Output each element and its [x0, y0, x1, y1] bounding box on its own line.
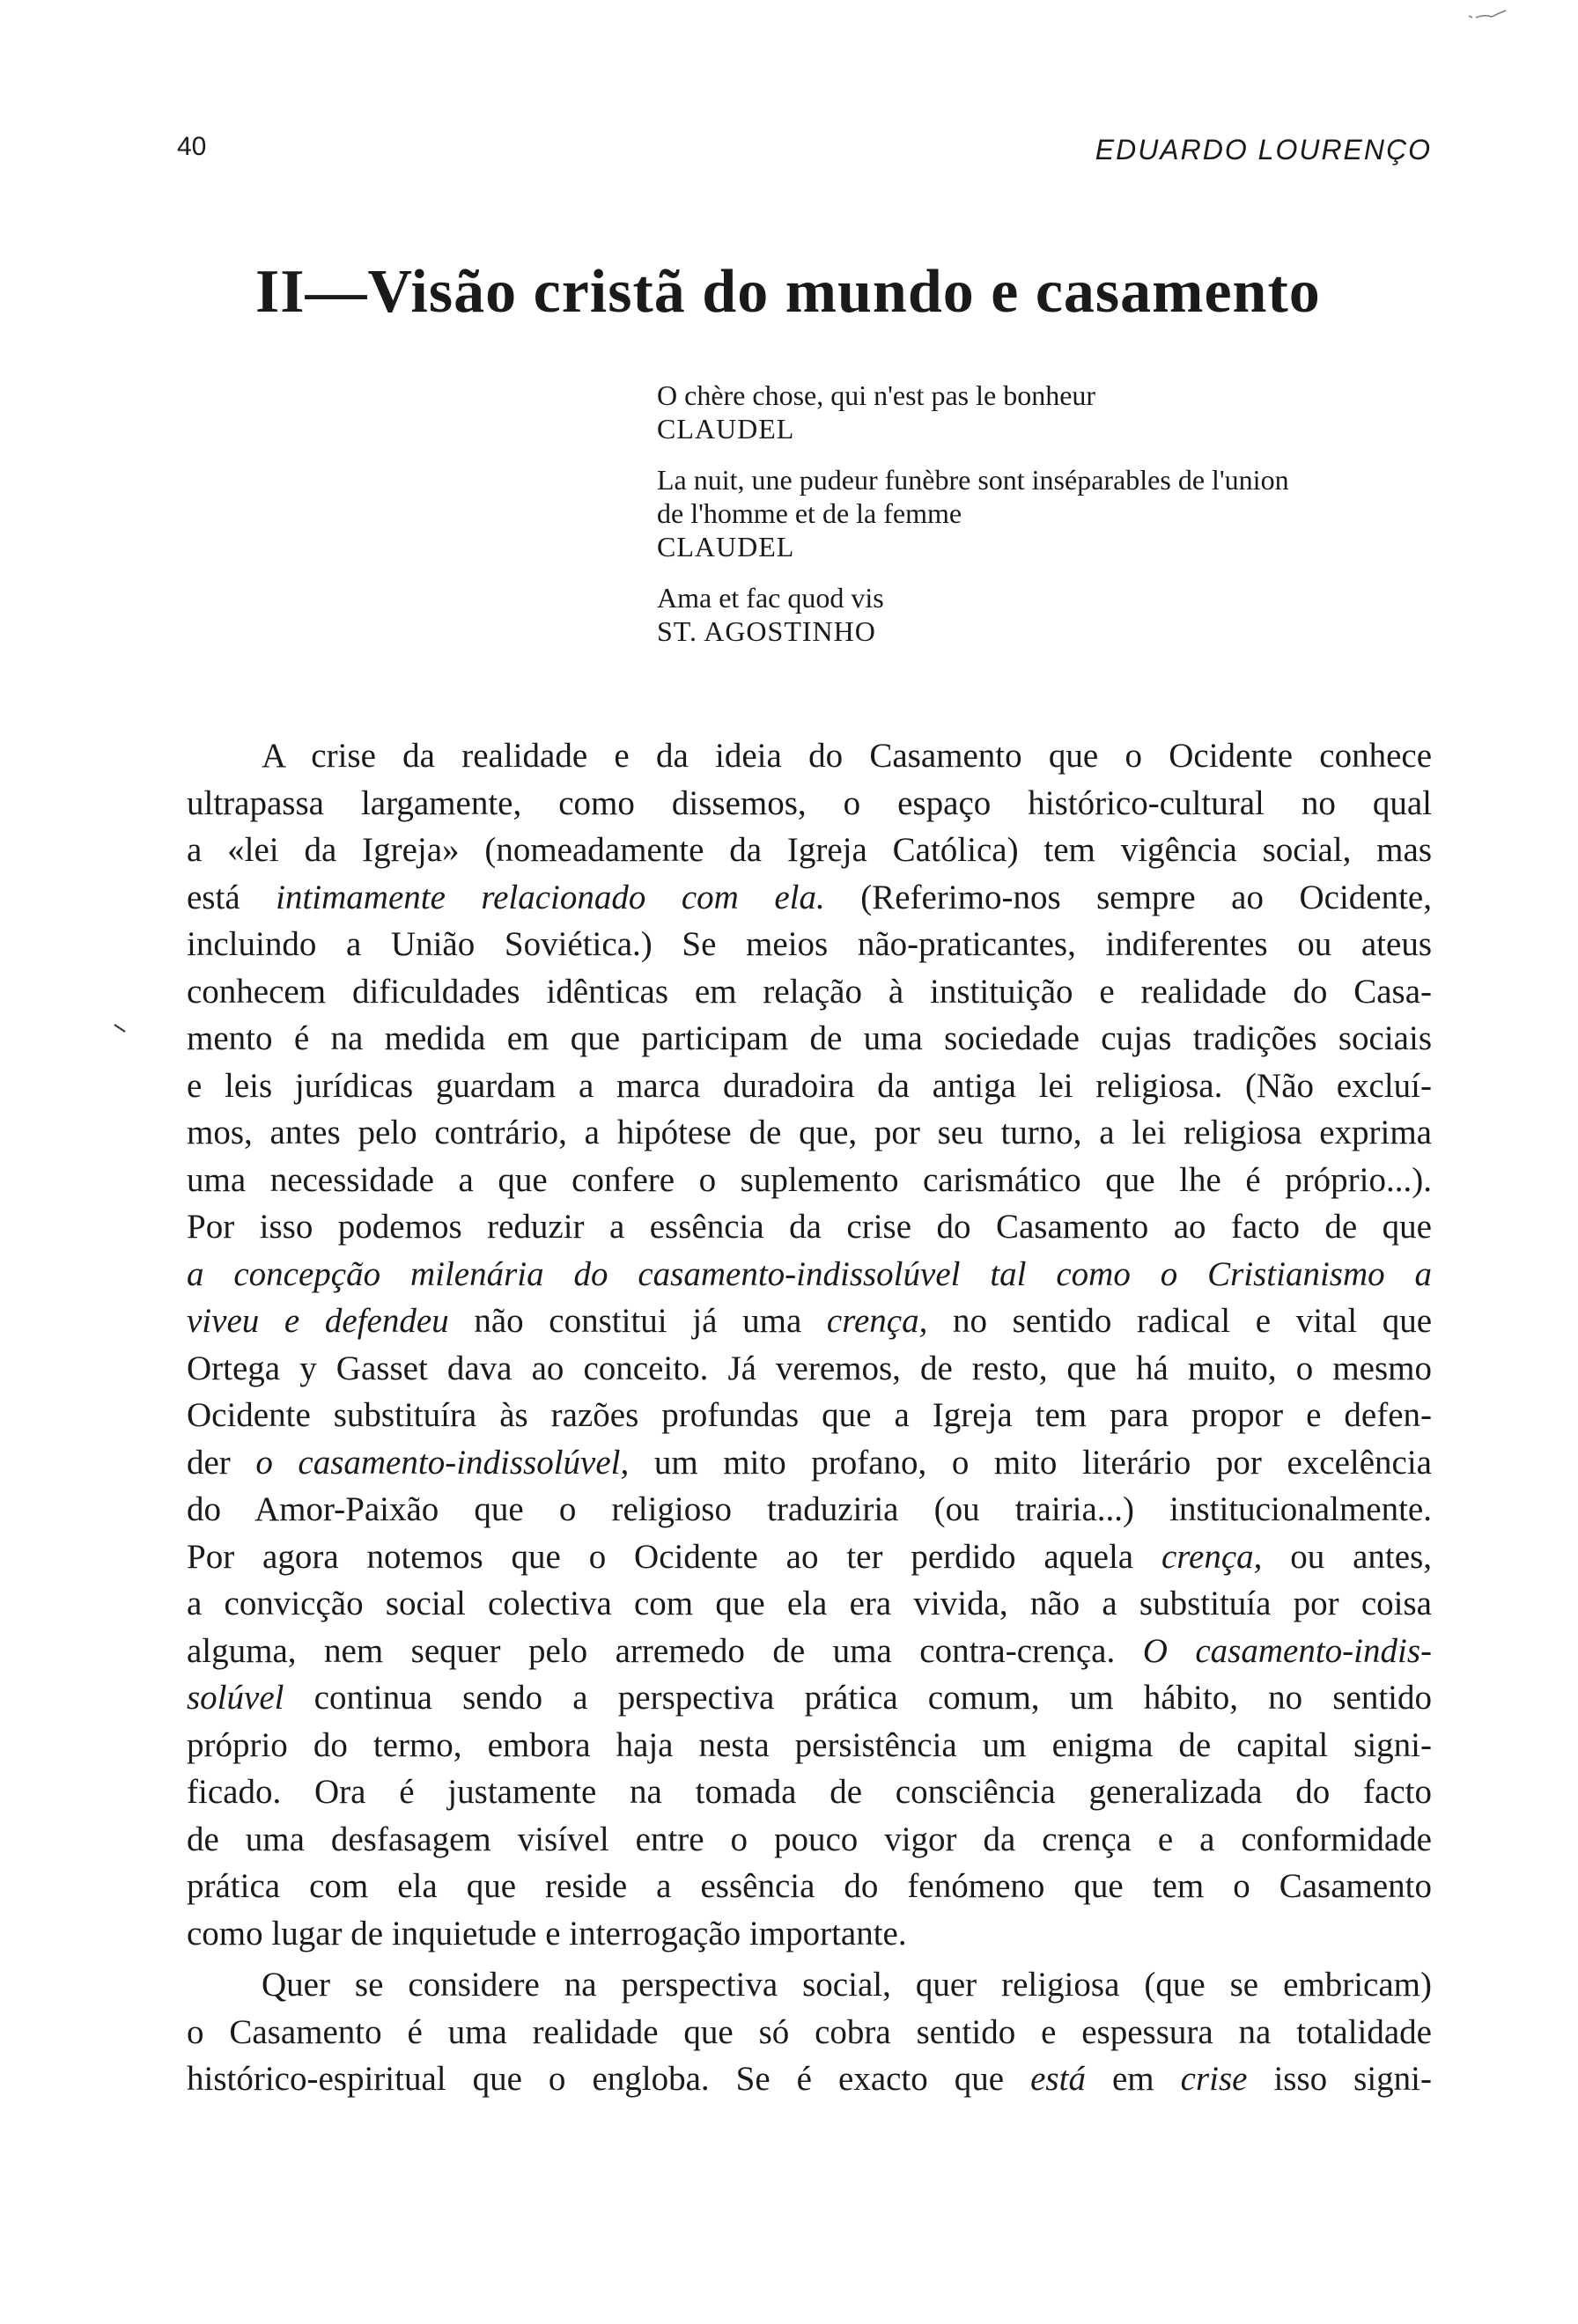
text-line: uma necessidade a que confere o suplemento carismático que lhe é próprio...).: [187, 1160, 1432, 1199]
emphasis: viveu e defendeu: [187, 1302, 449, 1340]
text-line: [187, 874, 1432, 922]
text-line: a «lei da Igreja» (nomeadamente da Igreja Católica) tem vigência social, mas: [187, 831, 1432, 869]
text-line: do Amor-Paixão que o religioso traduziria (ou trairia...) institucionalmente.: [187, 1490, 1432, 1528]
text-line: próprio do termo, embora haja nesta persistência um enigma de capital signi-: [187, 1725, 1432, 1764]
text-run: isso signi-: [1247, 2060, 1433, 2098]
paragraph: [187, 732, 1432, 1957]
emphasis: o casamento-indissolúvel,: [255, 1443, 630, 1482]
emphasis: crença,: [1161, 1537, 1263, 1576]
text-run: der: [187, 1443, 256, 1482]
text-line: Ocidente substituíra às razões profundas que a Igreja tem para propor e defen-: [187, 1396, 1432, 1434]
text-run: Por agora notemos que o Ocidente ao ter perdido aquela: [187, 1537, 1161, 1576]
text-line: [187, 1628, 1432, 1675]
text-line: incluindo a União Soviética.) Se meios não-praticantes, indiferentes ou ateus: [187, 925, 1432, 963]
text-line: de uma desfasagem visível entre o pouco vigor da crença e a conformidade: [187, 1820, 1432, 1858]
epigraph-quote: O chère chose, qui n'est pas le bonheur: [657, 379, 1096, 411]
epigraph-author: ST. AGOSTINHO: [657, 615, 876, 647]
epigraph: [657, 379, 1441, 445]
paragraph: [187, 1961, 1432, 2103]
text-line: mento é na medida em que participam de uma sociedade cujas tradições sociais: [187, 1019, 1432, 1057]
text-line: ficado. Ora é justamente na tomada de consciência generalizada do facto: [187, 1773, 1432, 1811]
text-run: não constitui já uma: [448, 1302, 827, 1340]
text-run: em: [1085, 2060, 1181, 2098]
emphasis-line: a concepção milenária do casamento-indissolúvel tal como o Cristianismo a: [187, 1254, 1432, 1293]
epigraph-author: CLAUDEL: [657, 531, 795, 563]
running-head: EDUARDO LOURENÇO: [1095, 134, 1432, 165]
text-line: ultrapassa largamente, como dissemos, o espaço histórico-cultural no qual: [187, 783, 1432, 822]
text-run: no sentido radical e vital que: [927, 1302, 1433, 1340]
body-text: [187, 732, 1432, 2107]
text-line: A crise da realidade e da ideia do Casamento que o Ocidente conhece: [262, 737, 1432, 775]
epigraph-quote: de l'homme et de la femme: [657, 497, 962, 529]
text-line: Ortega y Gasset dava ao conceito. Já veremos, de resto, que há muito, o mesmo: [187, 1349, 1432, 1387]
emphasis: crença,: [826, 1302, 928, 1340]
epigraph: [657, 463, 1441, 563]
text-run: um mito profano, o mito literário por excelência: [629, 1443, 1432, 1482]
epigraph-quote: Ama et fac quod vis: [657, 582, 884, 614]
emphasis: crise: [1180, 2060, 1248, 2098]
chapter-title: II—Visão cristã do mundo e casamento: [255, 258, 1321, 326]
epigraph-quote: La nuit, une pudeur funèbre sont inséparables de l'union: [657, 464, 1289, 496]
text-run: continua sendo a perspectiva prática comum, um hábito, no sentido: [284, 1679, 1432, 1717]
text-line: [187, 1439, 1432, 1487]
text-line: prática com ela que reside a essência do fenómeno que tem o Casamento: [187, 1867, 1432, 1905]
text-line: [187, 1298, 1432, 1345]
text-run: histórico-espiritual que o engloba. Se é exacto que: [187, 2060, 1031, 2098]
stray-mark: [113, 1023, 127, 1033]
text-line: e leis jurídicas guardam a marca duradoira da antiga lei religiosa. (Não excluí-: [187, 1066, 1432, 1105]
text-line: mos, antes pelo contrário, a hipótese de que, por seu turno, a lei religiosa exprima: [187, 1114, 1432, 1151]
text-run: ou antes,: [1262, 1537, 1432, 1576]
text-line: como lugar de inquietude e interrogação importante.: [187, 1914, 907, 1953]
text-run: alguma, nem sequer pelo arremedo de uma contra-crença.: [187, 1631, 1143, 1670]
epigraph-author: CLAUDEL: [657, 413, 795, 445]
epigraphs: [657, 379, 1441, 666]
emphasis: intimamente relacionado com ela.: [276, 878, 825, 916]
text-line: [187, 2056, 1432, 2103]
scan-mark: [1465, 5, 1509, 23]
emphasis: está: [1030, 2060, 1086, 2098]
text-line: [187, 1533, 1432, 1581]
text-run: (Referimo-nos sempre ao Ocidente,: [824, 878, 1432, 916]
epigraph: [657, 581, 1441, 648]
emphasis: O casamento-indis-: [1142, 1631, 1432, 1670]
text-line: Por isso podemos reduzir a essência da crise do Casamento ao facto de que: [187, 1208, 1432, 1246]
text-line: conhecem dificuldades idênticas em relação à instituição e realidade do Casa-: [187, 972, 1432, 1011]
text-line: Quer se considere na perspectiva social, quer religiosa (que se embricam): [262, 1966, 1432, 2004]
text-run: está: [187, 878, 277, 916]
text-line: a convicção social colectiva com que ela era vivida, não a substituía por coisa: [187, 1585, 1432, 1622]
page-number: 40: [177, 132, 207, 161]
text-line: o Casamento é uma realidade que só cobra sentido e espessura na totalidade: [187, 2012, 1432, 2051]
emphasis: solúvel: [187, 1679, 284, 1717]
text-line: [187, 1674, 1432, 1722]
